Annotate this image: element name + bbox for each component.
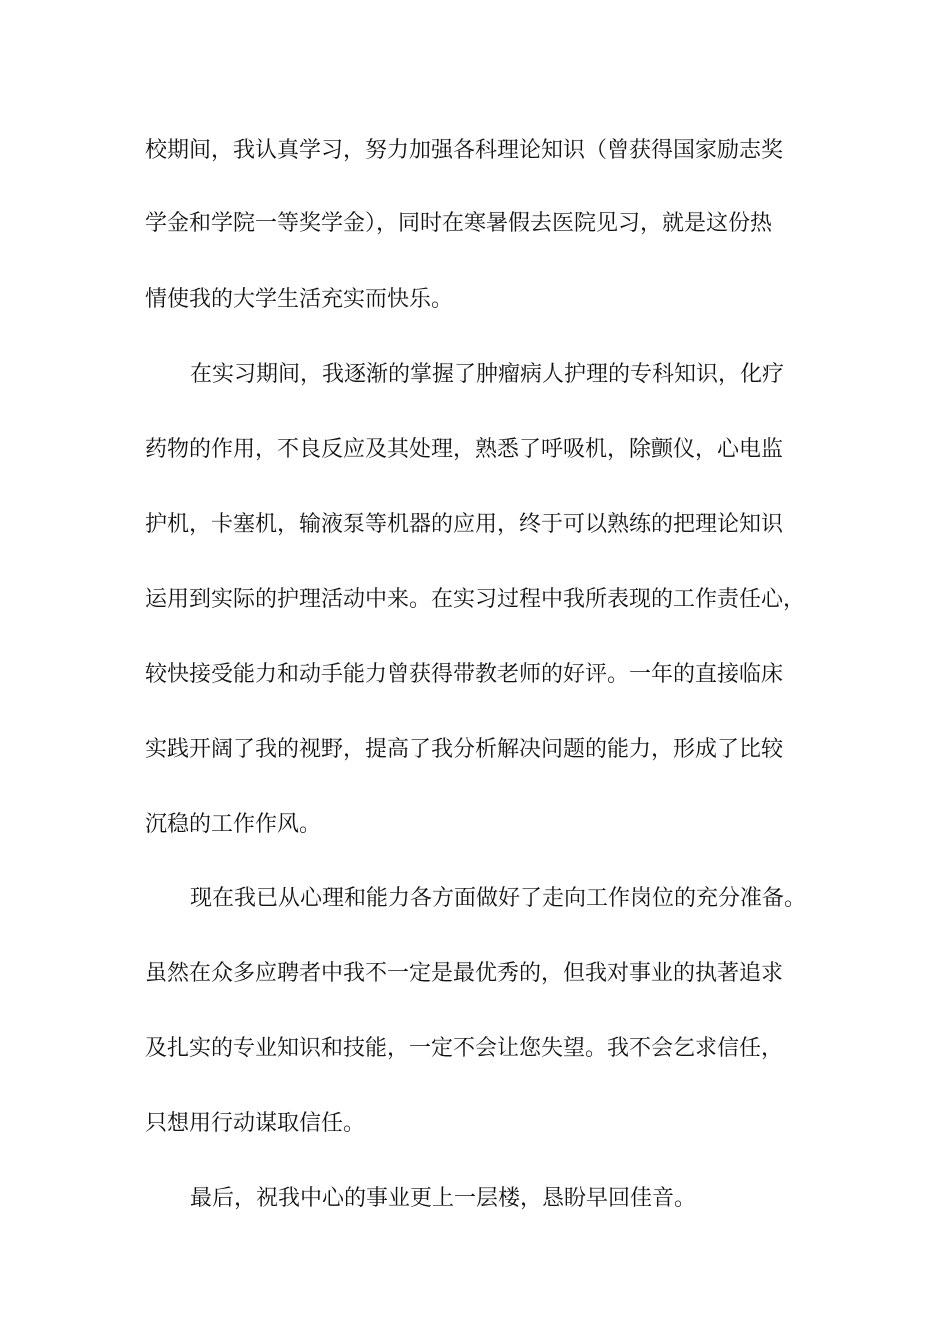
text-line-6: 护机，卡塞机，输液泵等机器的应用，终于可以熟练的把理论知识: [145, 512, 784, 537]
text-line-1: 校期间，我认真学习，努力加强各科理论知识（曾获得国家励志奖: [145, 138, 784, 163]
text-line-9: 实践开阔了我的视野，提高了我分析解决问题的能力，形成了比较: [145, 737, 784, 762]
text-line-13: 及扎实的专业知识和技能，一定不会让您失望。我不会乞求信任，: [145, 1036, 784, 1061]
text-line-15: 最后，祝我中心的事业更上一层楼，恳盼早回佳音。: [190, 1186, 697, 1211]
text-line-11: 现在我已从心理和能力各方面做好了走向工作岗位的充分准备。: [190, 886, 807, 911]
text-line-5: 药物的作用，不良反应及其处理，熟悉了呼吸机，除颤仪，心电监: [145, 437, 784, 462]
text-line-8: 较快接受能力和动手能力曾获得带教老师的好评。一年的直接临床: [145, 662, 784, 687]
text-line-14: 只想用行动谋取信任。: [145, 1111, 366, 1136]
text-line-7: 运用到实际的护理活动中来。在实习过程中我所表现的工作责任心，: [145, 587, 806, 612]
text-line-3: 情使我的大学生活充实而快乐。: [145, 287, 454, 312]
text-line-2: 学金和学院一等奖学金），同时在寒暑假去医院见习，就是这份热: [145, 211, 773, 236]
text-line-4: 在实习期间，我逐渐的掌握了肿瘤病人护理的专科知识，化疗: [190, 362, 785, 387]
text-line-10: 沉稳的工作作风。: [145, 812, 322, 837]
text-line-12: 虽然在众多应聘者中我不一定是最优秀的，但我对事业的执著追求: [145, 961, 784, 986]
